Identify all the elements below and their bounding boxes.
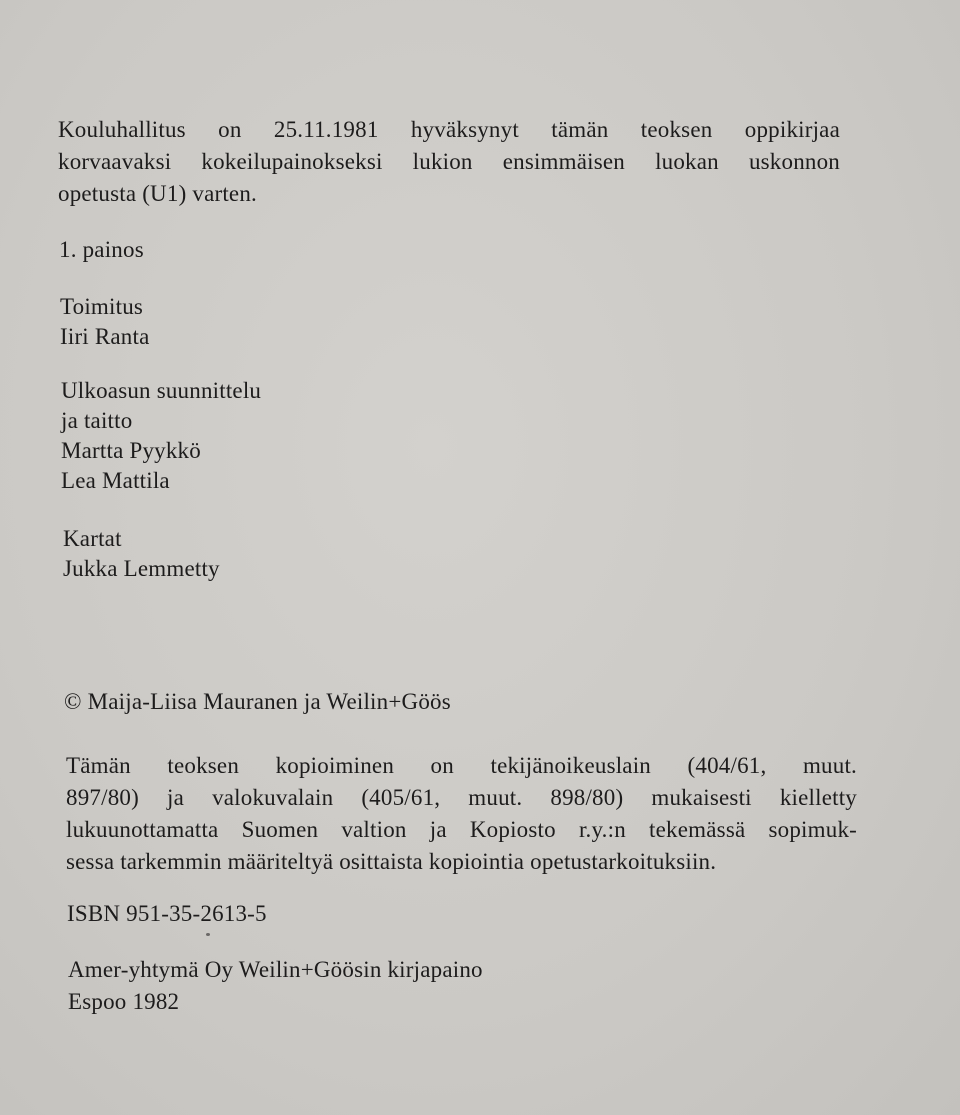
design-heading-line1: Ulkoasun suunnittelu (61, 378, 262, 403)
editing-name: Iiri Ranta (60, 324, 150, 349)
design-name: Lea Mattila (61, 468, 170, 493)
approval-line: korvaavaksi kokeilupainokseksi lukion ensimmäisen luokan uskonnon (58, 149, 840, 174)
editing-heading: Toimitus (60, 294, 144, 319)
legal-paragraph (66, 750, 857, 878)
legal-line: 897/80) ja valokuvalain (405/61, muut. 898/80) mukaisesti kielletty (66, 785, 857, 810)
legal-line: lukuunottamatta Suomen valtion ja Kopiosto r.y.:n tekemässä sopimuk- (66, 817, 857, 842)
editing-credit (60, 292, 150, 352)
printer-place-year: Espoo 1982 (68, 989, 180, 1014)
maps-name: Jukka Lemmetty (63, 556, 220, 581)
legal-line: sessa tarkemmin määriteltyä osittaista kopiointia opetustarkoituksiin. (66, 849, 717, 874)
design-name: Martta Pyykkö (61, 438, 201, 463)
printer-info (68, 954, 483, 1018)
copyright-notice (64, 686, 451, 718)
approval-line: Kouluhallitus on 25.11.1981 hyväksynyt tämän teoksen oppikirjaa (58, 117, 840, 142)
isbn-text: ISBN 951-35-2613-5 (67, 901, 267, 926)
legal-line: Tämän teoksen kopioiminen on tekijänoikeuslain (404/61, muut. (66, 753, 857, 778)
copyright-text: © Maija-Liisa Mauranen ja Weilin+Göös (64, 689, 451, 714)
approval-paragraph (58, 114, 840, 210)
design-credit (61, 376, 261, 496)
edition-text: 1. painos (59, 237, 144, 262)
maps-heading: Kartat (63, 526, 122, 551)
printer-name: Amer-yhtymä Oy Weilin+Göösin kirjapaino (68, 957, 483, 982)
paper-speck (206, 933, 210, 936)
edition-note (59, 234, 144, 266)
approval-line: opetusta (U1) varten. (58, 181, 257, 206)
maps-credit (63, 524, 220, 584)
isbn-line (67, 898, 267, 930)
design-heading-line2: ja taitto (61, 408, 133, 433)
